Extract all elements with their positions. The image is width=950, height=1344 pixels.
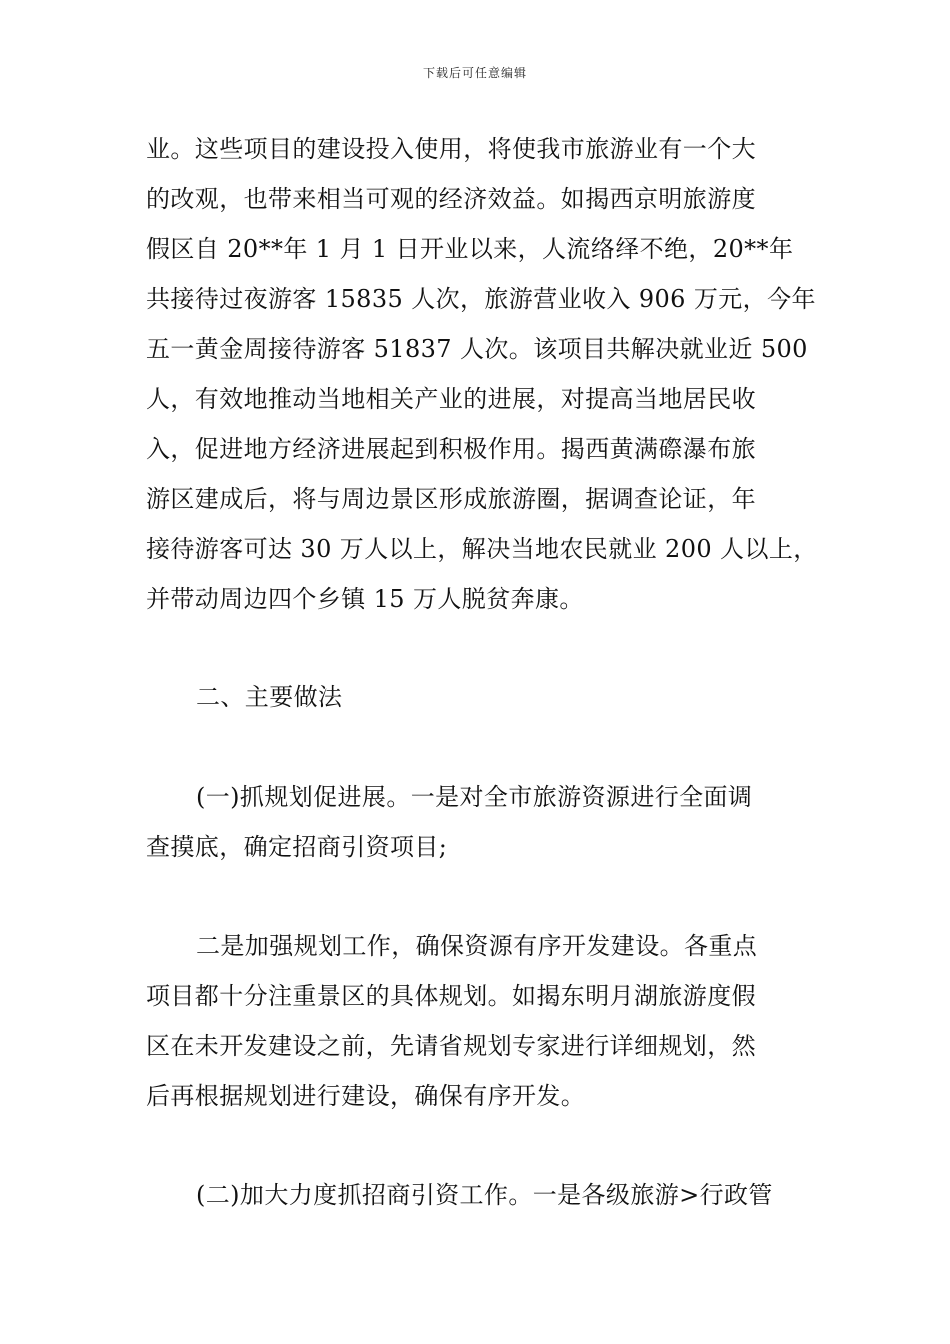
paragraph-line: 入，促进地方经济进展起到积极作用。揭西黄满磜瀑布旅 xyxy=(146,435,756,463)
paragraph-line: 的改观，也带来相当可观的经济效益。如揭西京明旅游度 xyxy=(146,185,756,213)
paragraph-line: 项目都十分注重景区的具体规划。如揭东明月湖旅游度假 xyxy=(146,982,756,1010)
paragraph-line: 接待游客可达 30 万人以上，解决当地农民就业 200 人以上， xyxy=(146,535,818,563)
paragraph-line: 业。这些项目的建设投入使用，将使我市旅游业有一个大 xyxy=(146,135,756,163)
paragraph-line: 查摸底，确定招商引资项目; xyxy=(146,833,448,861)
paragraph-line: 区在未开发建设之前，先请省规划专家进行详细规划，然 xyxy=(146,1032,756,1060)
paragraph-line: 人，有效地推动当地相关产业的进展，对提高当地居民收 xyxy=(146,385,756,413)
paragraph-line: (一)抓规划促进展。一是对全市旅游资源进行全面调 xyxy=(196,783,753,811)
section-heading: 二、主要做法 xyxy=(196,683,343,711)
page-header-note: 下载后可任意编辑 xyxy=(422,66,527,80)
paragraph-line: 五一黄金周接待游客 51837 人次。该项目共解决就业近 500 xyxy=(146,335,808,363)
paragraph-line: 共接待过夜游客 15835 人次，旅游营业收入 906 万元，今年 xyxy=(146,285,816,313)
paragraph-line: 后再根据规划进行建设，确保有序开发。 xyxy=(146,1082,586,1110)
paragraph-line: 二是加强规划工作，确保资源有序开发建设。各重点 xyxy=(196,932,758,960)
paragraph-line: 游区建成后，将与周边景区形成旅游圈，据调查论证，年 xyxy=(146,485,756,513)
paragraph-line: 并带动周边四个乡镇 15 万人脱贫奔康。 xyxy=(146,585,584,613)
paragraph-line: (二)加大力度抓招商引资工作。一是各级旅游>行政管 xyxy=(196,1181,773,1209)
paragraph-line: 假区自 20**年 1 月 1 日开业以来，人流络绎不绝，20**年 xyxy=(146,235,794,263)
